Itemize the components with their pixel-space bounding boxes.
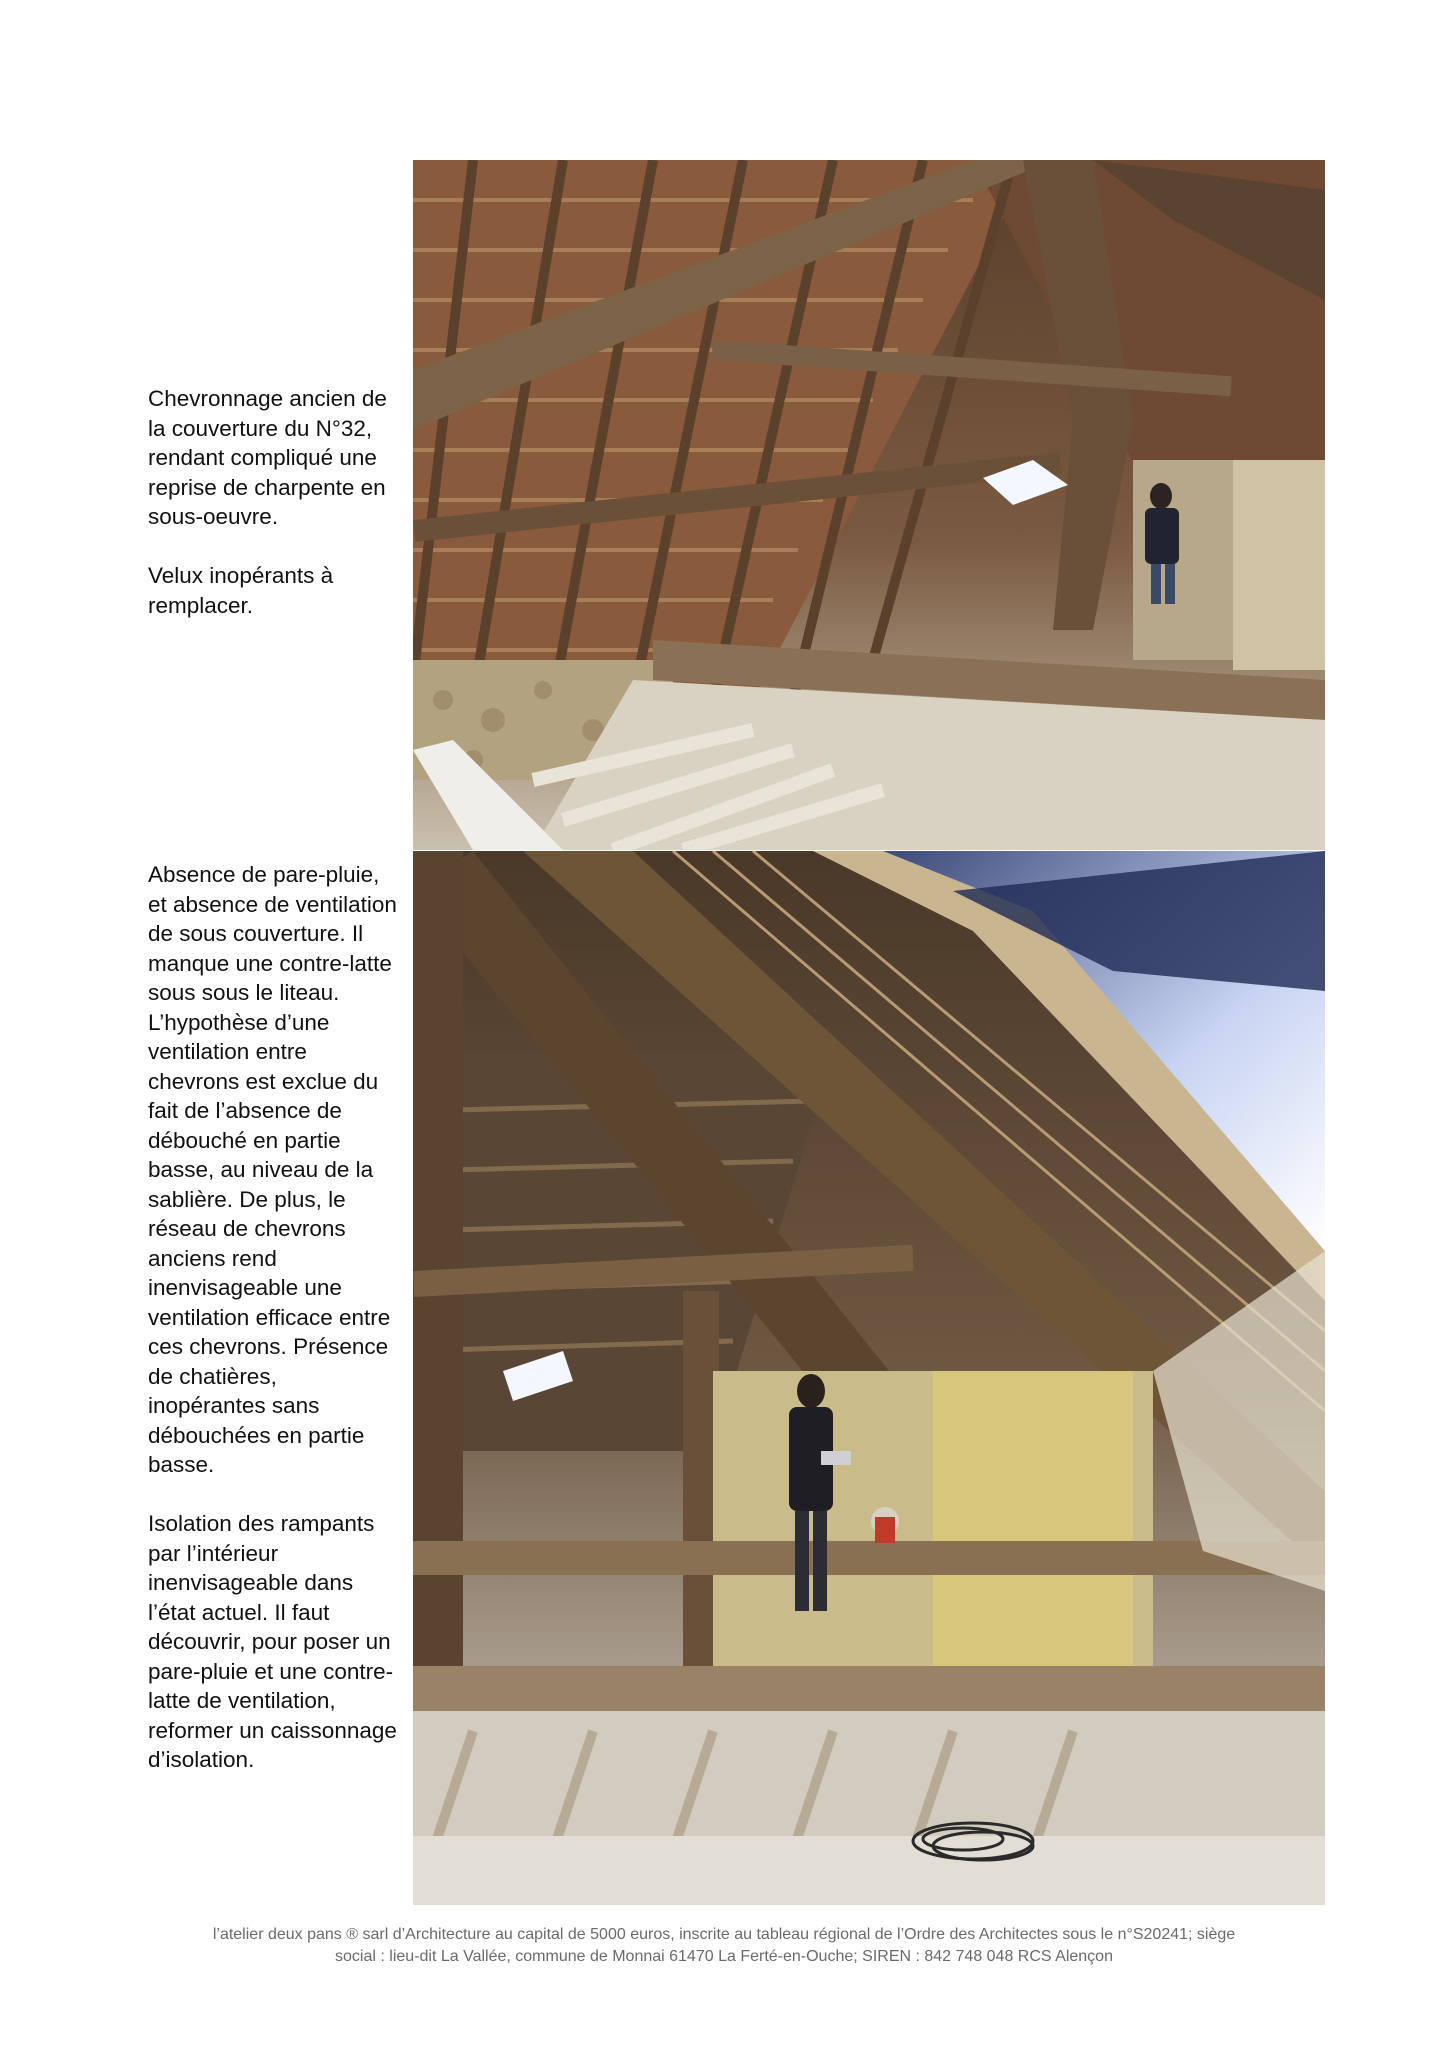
attic-roof-rafters-photo	[413, 160, 1325, 850]
caption-paragraph: Chevronnage ancien de la couverture du N°32, rendant compliqué une reprise de charpente en sous-oeuvre.	[148, 386, 387, 529]
caption-block-2	[148, 860, 400, 1775]
attic-roof-skylight-photo	[413, 851, 1325, 1905]
caption-block-1	[148, 384, 400, 620]
caption-paragraph: Absence de pare-pluie, et absence de ventilation de sous couverture. Il manque une contre-latte sous sous le liteau. L’hypothèse d’une ventilation entre chevrons est exclue du fait de l’absence de débouché en partie basse, au niveau de la sablière. De plus, le réseau de chevrons anciens rend inenvisageable une ventilation efficace entre ces chevrons. Présence de chatières, inopérantes sans débouchées en partie basse.	[148, 862, 397, 1477]
footer-line-1: l’atelier deux pans ® sarl d’Architecture au capital de 5000 euros, inscrite au tableau régional de l’Ordre des Architectes sous le n°S20241; siège	[212, 1926, 1236, 1943]
footer	[130, 1924, 1318, 1968]
caption-paragraph: Isolation des rampants par l’intérieur inenvisageable dans l’état actuel. Il faut découvrir, pour poser un pare-pluie et une contre-latte de ventilation, reformer un caissonnage d’isolation.	[148, 1511, 397, 1772]
footer-line-2: social : lieu-dit La Vallée, commune de Monnai 61470 La Ferté-en-Ouche; SIREN : 842 748 048 RCS Alençon	[335, 1948, 1113, 1965]
caption-paragraph: Velux inopérants à remplacer.	[148, 563, 334, 618]
